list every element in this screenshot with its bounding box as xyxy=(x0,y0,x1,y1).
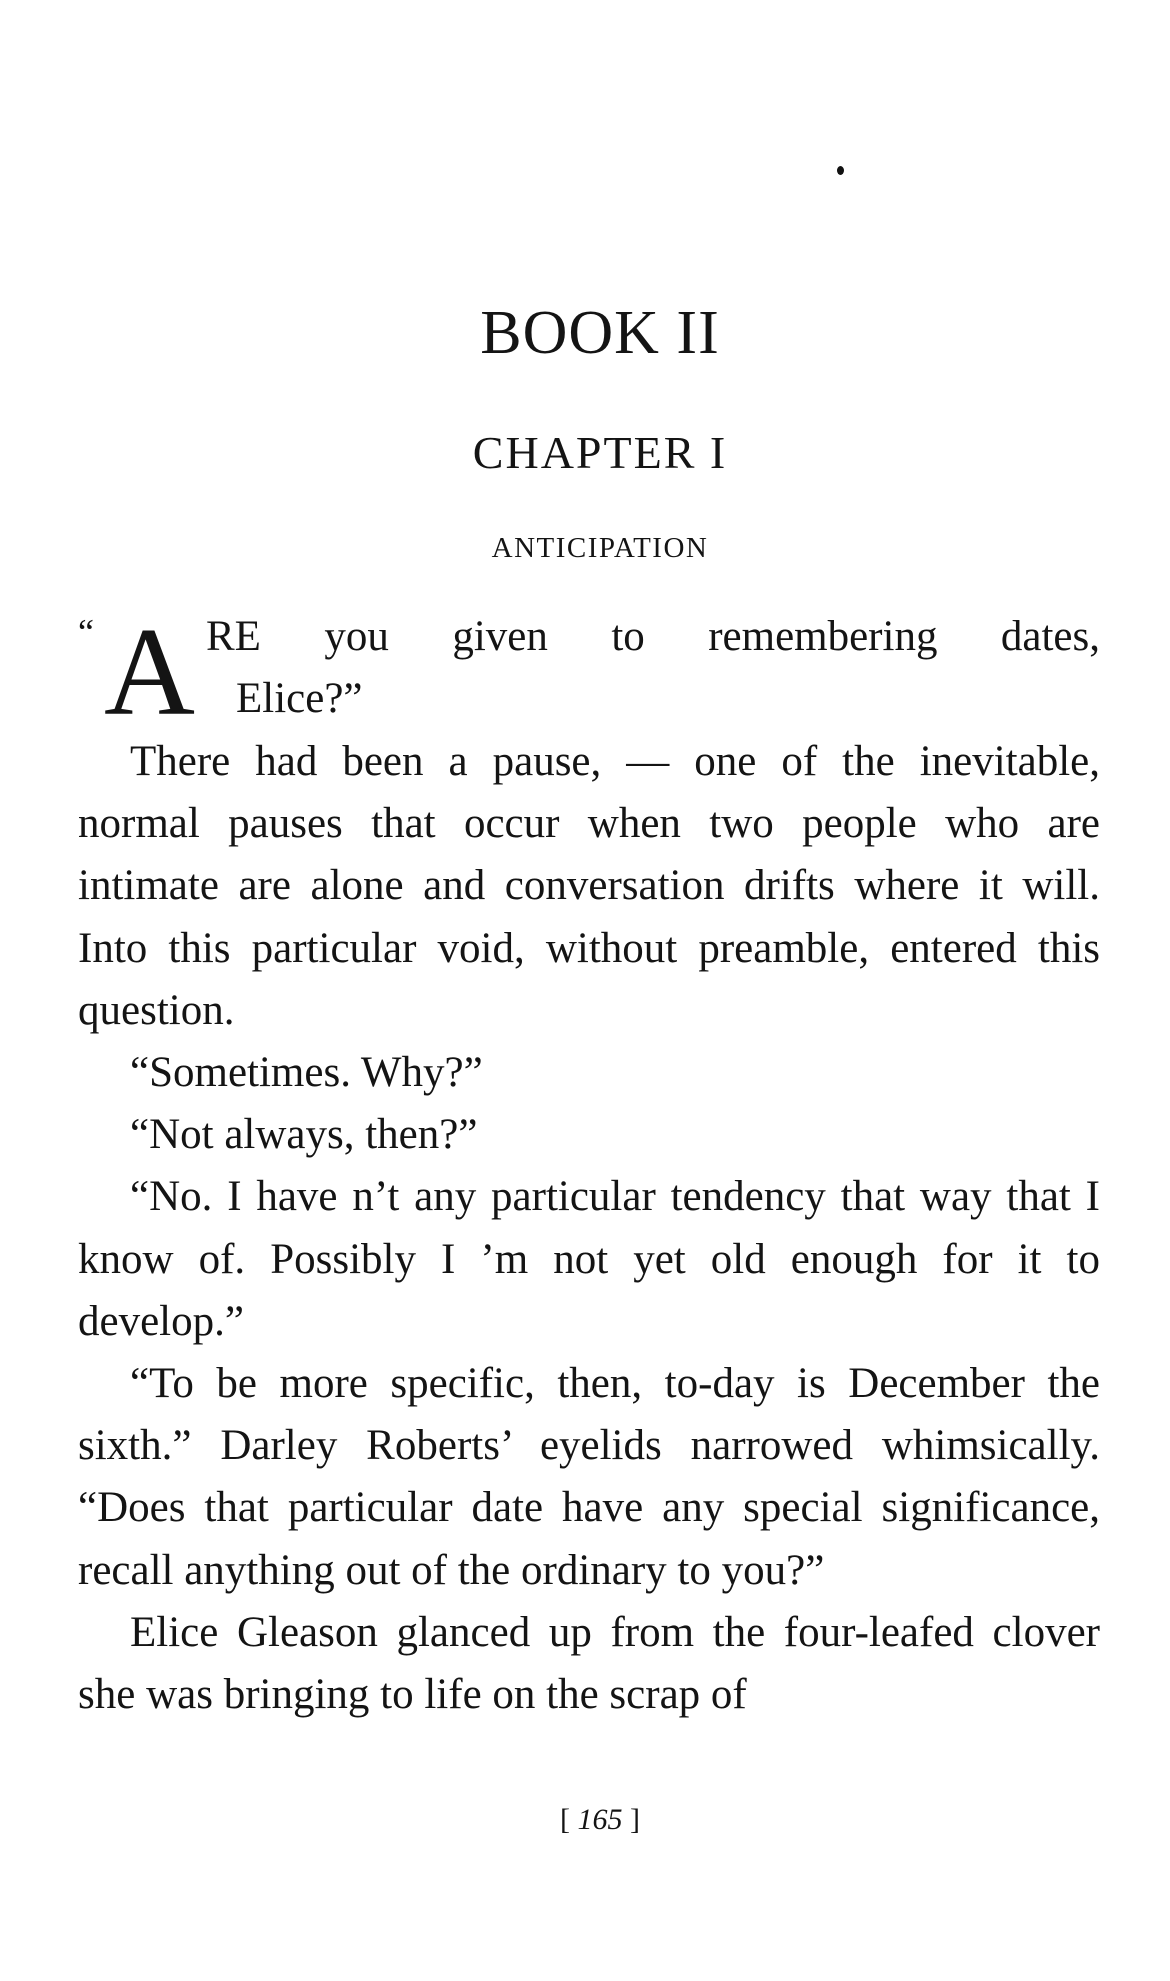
paragraph: “To be more specific, then, to-day is December the sixth.” Darley Roberts’ eyelids narrowed whimsically. “Does that particular date have any special significance, recall anything out of the ordinary to you?” xyxy=(78,1360,1100,1594)
paragraph: “Sometimes. Why?” xyxy=(130,1049,483,1097)
drop-cap: A xyxy=(104,603,195,742)
body-text xyxy=(78,731,1100,1726)
chapter-title: CHAPTER I xyxy=(472,427,728,478)
book-title: BOOK II xyxy=(480,299,720,367)
paragraph: There had been a pause, — one of the inevitable, normal pauses that occur when two people who are intimate are alone and conversation drifts where it will. Into this particular void, without preamble, entered this question. xyxy=(78,738,1100,1034)
paragraph: “No. I have n’t any particular tendency that way that I know of. Possibly I ’m not yet old enough for it to develop.” xyxy=(78,1173,1100,1345)
opening-quote-mark: “ xyxy=(78,612,94,652)
opening-line-2: Elice?” xyxy=(236,675,363,722)
paragraph: “Not always, then?” xyxy=(130,1111,478,1159)
ink-speck xyxy=(837,166,844,175)
page-number-value: 165 xyxy=(577,1803,623,1836)
page-number-open-bracket: [ xyxy=(560,1803,570,1836)
paragraph: Elice Gleason glanced up from the four-leafed clover she was bringing to life on the scrap of xyxy=(78,1608,1100,1719)
opening-line-1: RE you given to remembering dates, xyxy=(206,613,1100,660)
chapter-subtitle: ANTICIPATION xyxy=(491,532,709,564)
page-number xyxy=(0,1805,1170,1835)
page-number-close-bracket: ] xyxy=(630,1803,640,1836)
opening-paragraph xyxy=(78,603,1100,742)
